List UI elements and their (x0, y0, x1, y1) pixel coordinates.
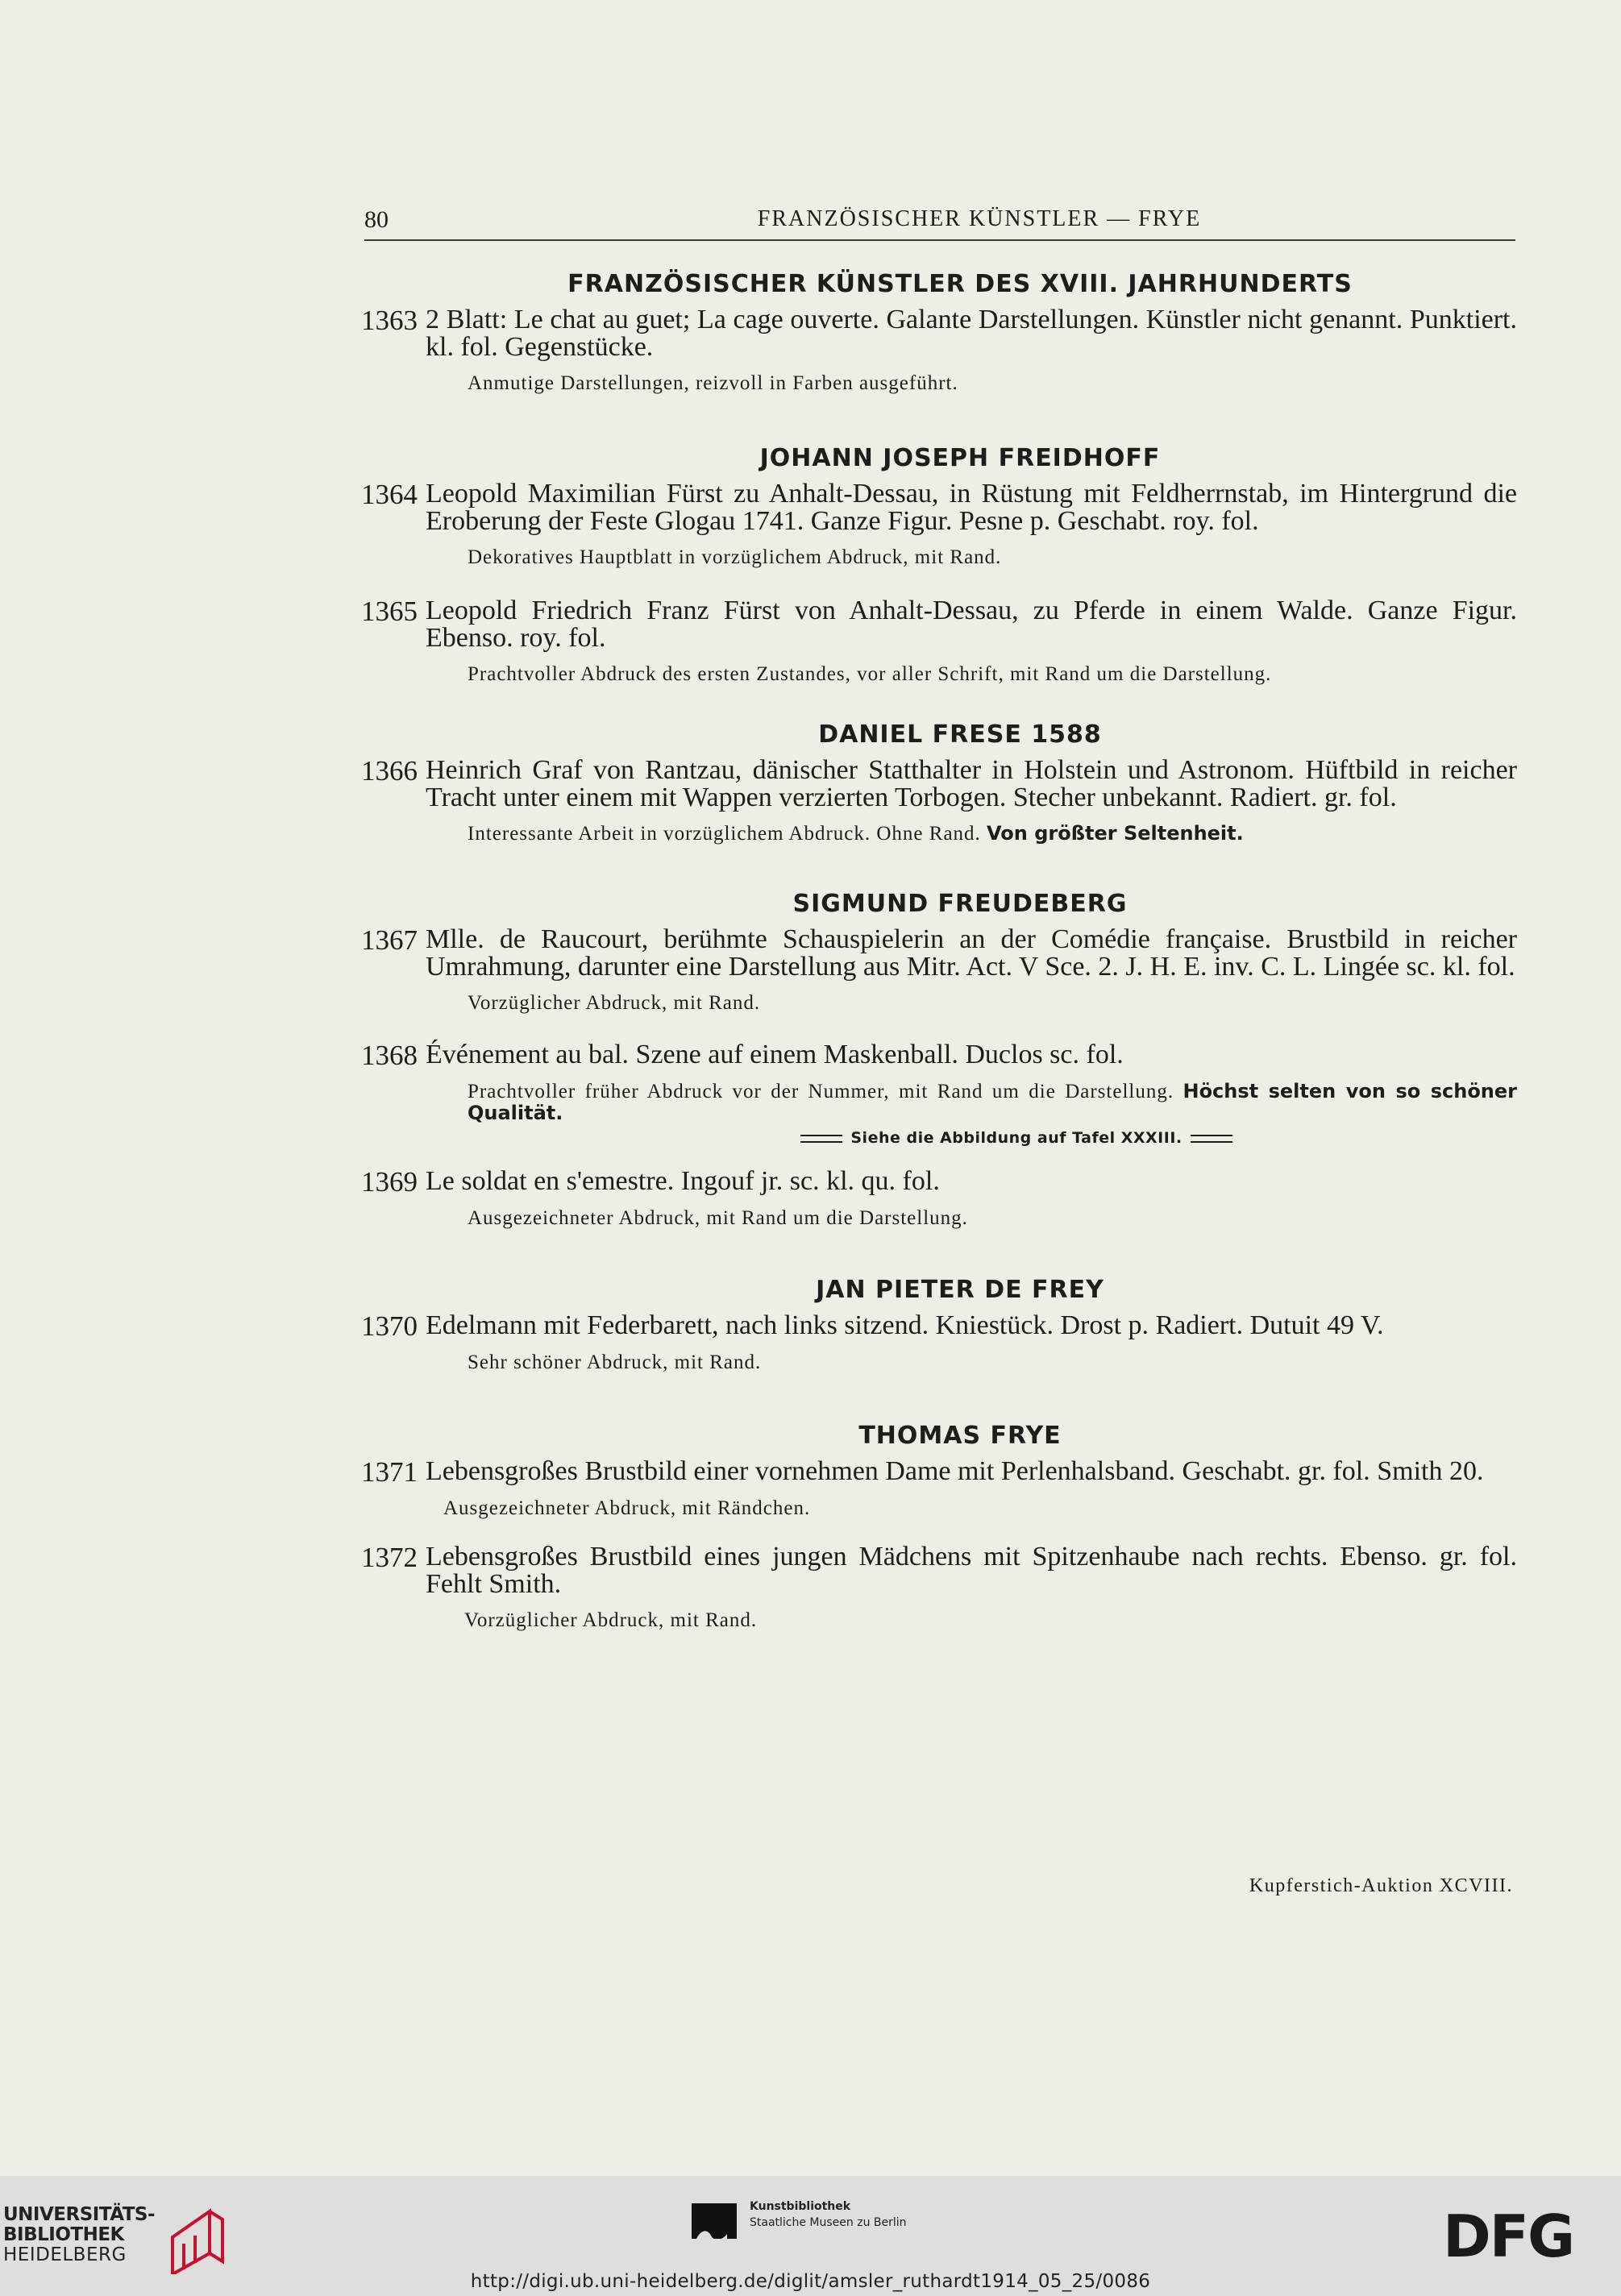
entry-note (468, 663, 1517, 685)
entry-note (468, 992, 1517, 1014)
source-url[interactable]: http://digi.ub.uni-heidelberg.de/diglit/amsler_ruthardt1914_05_25/0086 (470, 2271, 1151, 2292)
entry-description: Heinrich Graf von Rantzau, dänischer Statthalter in Holstein und Astronom. Hüftbild in reicher Tracht unter einem mit Wappen verzierten Torbogen. Stecher unbekannt. Radiert. gr. fol. (426, 755, 1517, 812)
dfg-logo[interactable] (1443, 2210, 1596, 2263)
double-rule-left (800, 1135, 842, 1143)
note-text: Vorzüglicher Abdruck, mit Rand. (468, 992, 761, 1014)
double-rule-right (1191, 1135, 1232, 1143)
artist-heading: SIGMUND FREUDEBERG (792, 890, 1128, 918)
artist-section (355, 890, 1517, 1229)
artist-section (355, 720, 1517, 845)
uni-line-3: HEIDELBERG (3, 2244, 127, 2265)
artist-heading: DANIEL FRESE 1588 (818, 720, 1102, 749)
page-number: 80 (364, 206, 389, 233)
note-emphasis: Von größter Seltenheit. (987, 822, 1244, 845)
entry-description: Lebensgroßes Brustbild eines jungen Mädchens mit Spitzenhaube nach rechts. Ebenso. gr. fol. Fehlt Smith. (426, 1542, 1517, 1599)
entry-note (468, 546, 1517, 568)
entry-description: Événement au bal. Szene auf einem Maskenball. Duclos sc. fol. (426, 1040, 1124, 1069)
catalog-entry (355, 1543, 1517, 1598)
lot-number: 1367 (361, 924, 418, 956)
plate-reference (355, 1129, 1517, 1147)
lot-number: 1372 (361, 1542, 418, 1573)
entry-note (468, 1081, 1517, 1124)
kb-line-1: Kunstbibliothek (750, 2200, 851, 2213)
note-text: Anmutige Darstellungen, reizvoll in Farben ausgeführt. (468, 372, 958, 394)
entry-description: Lebensgroßes Brustbild einer vornehmen Dame mit Perlenhalsband. Geschabt. gr. fol. Smith 20. (426, 1456, 1484, 1486)
lot-number: 1370 (361, 1310, 418, 1342)
university-library-logo[interactable] (3, 2205, 245, 2276)
artist-heading: JOHANN JOSEPH FREIDHOFF (759, 444, 1161, 472)
dfg-wordmark-icon (1443, 2210, 1596, 2263)
library-emblem-icon (163, 2205, 229, 2274)
catalog-entry (355, 597, 1517, 652)
entry-description: Edelmann mit Federbarett, nach links sitzend. Kniestück. Drost p. Radiert. Dutuit 49 V. (426, 1310, 1384, 1340)
catalog-entry (355, 1458, 1517, 1486)
header-rule (364, 239, 1515, 241)
entry-note (468, 1351, 1517, 1373)
catalog-entry (355, 1312, 1517, 1340)
catalog-entry (355, 926, 1517, 981)
entry-description: Leopold Friedrich Franz Fürst von Anhalt-Dessau, zu Pferde in einem Walde. Ganze Figur. Ebenso. roy. fol. (426, 596, 1517, 653)
entry-description: Le soldat en s'emestre. Ingouf jr. sc. kl. qu. fol. (426, 1166, 940, 1196)
note-text: Prachtvoller Abdruck des ersten Zustandes, vor aller Schrift, mit Rand um die Darstellung. (468, 663, 1272, 685)
lot-number: 1363 (361, 305, 418, 336)
note-text: Ausgezeichneter Abdruck, mit Rand um die Darstellung. (468, 1207, 968, 1229)
note-text: Interessante Arbeit in vorzüglichem Abdruck. Ohne Rand. (468, 823, 981, 845)
artist-section (355, 444, 1517, 685)
kunstbibliothek-emblem-icon (690, 2200, 738, 2245)
artist-section (355, 1276, 1517, 1373)
catalog-entry (355, 306, 1517, 361)
note-text: Ausgezeichneter Abdruck, mit Rändchen. (443, 1497, 811, 1519)
note-text: Dekoratives Hauptblatt in vorzüglichem Abdruck, mit Rand. (468, 546, 1002, 568)
entry-note (443, 1497, 1517, 1519)
running-title: FRANZÖSISCHER KÜNSTLER — FRYE (757, 206, 1202, 231)
university-library-name (3, 2205, 155, 2265)
dfg-text: DFG (1443, 2210, 1574, 2263)
entry-note (468, 1207, 1517, 1229)
kb-line-2: Staatliche Museen zu Berlin (750, 2216, 907, 2229)
note-text: Vorzüglicher Abdruck, mit Rand. (464, 1609, 758, 1631)
note-text: Sehr schöner Abdruck, mit Rand. (468, 1351, 762, 1373)
uni-line-1: UNIVERSITÄTS- (3, 2204, 156, 2225)
running-head (364, 206, 1514, 239)
entry-note (468, 372, 1517, 394)
plate-reference-text: Siehe die Abbildung auf Tafel XXXIII. (850, 1129, 1182, 1147)
artist-section (355, 270, 1517, 394)
artist-heading: THOMAS FRYE (858, 1422, 1062, 1450)
lot-number: 1369 (361, 1166, 418, 1198)
auction-title: Kupferstich-Auktion XCVIII. (1249, 1875, 1513, 1896)
catalog-content (355, 270, 1517, 1631)
note-emphasis: Höchst selten von so schöner Qualität. (468, 1080, 1518, 1124)
artist-heading: FRANZÖSISCHER KÜNSTLER DES XVIII. JAHRHUNDERTS (567, 270, 1353, 298)
entry-description: 2 Blatt: Le chat au guet; La cage ouverte. Galante Darstellungen. Künstler nicht genannt. Punktiert. kl. fol. Gegenstücke. (426, 305, 1517, 362)
artist-heading: JAN PIETER DE FREY (816, 1276, 1104, 1304)
lot-number: 1364 (361, 479, 418, 510)
uni-line-2: BIBLIOTHEK (3, 2224, 124, 2245)
lot-number: 1365 (361, 596, 418, 627)
kunstbibliothek-name (750, 2198, 907, 2231)
artist-section (355, 1422, 1517, 1631)
entry-description: Leopold Maximilian Fürst zu Anhalt-Dessau, in Rüstung mit Feldherrnstab, im Hintergrund die Eroberung der Feste Glogau 1741. Ganze Figur. Pesne p. Geschabt. roy. fol. (426, 479, 1517, 536)
catalog-entry (355, 757, 1517, 812)
catalog-entry (355, 1041, 1517, 1069)
catalog-entry (355, 480, 1517, 535)
entry-description: Mlle. de Raucourt, berühmte Schauspielerin an der Comédie française. Brustbild in reicher Umrahmung, darunter eine Darstellung aus Mitr. Act. V Sce. 2. J. H. E. inv. C. L. Lingée sc. kl. fol. (426, 924, 1517, 982)
lot-number: 1371 (361, 1456, 418, 1488)
kunstbibliothek-logo[interactable] (690, 2198, 980, 2247)
lot-number: 1366 (361, 755, 418, 787)
catalog-entry (355, 1168, 1517, 1196)
note-text: Prachtvoller früher Abdruck vor der Nummer, mit Rand um die Darstellung. (468, 1081, 1174, 1102)
entry-note (468, 823, 1517, 845)
entry-note (464, 1609, 1517, 1631)
lot-number: 1368 (361, 1040, 418, 1071)
